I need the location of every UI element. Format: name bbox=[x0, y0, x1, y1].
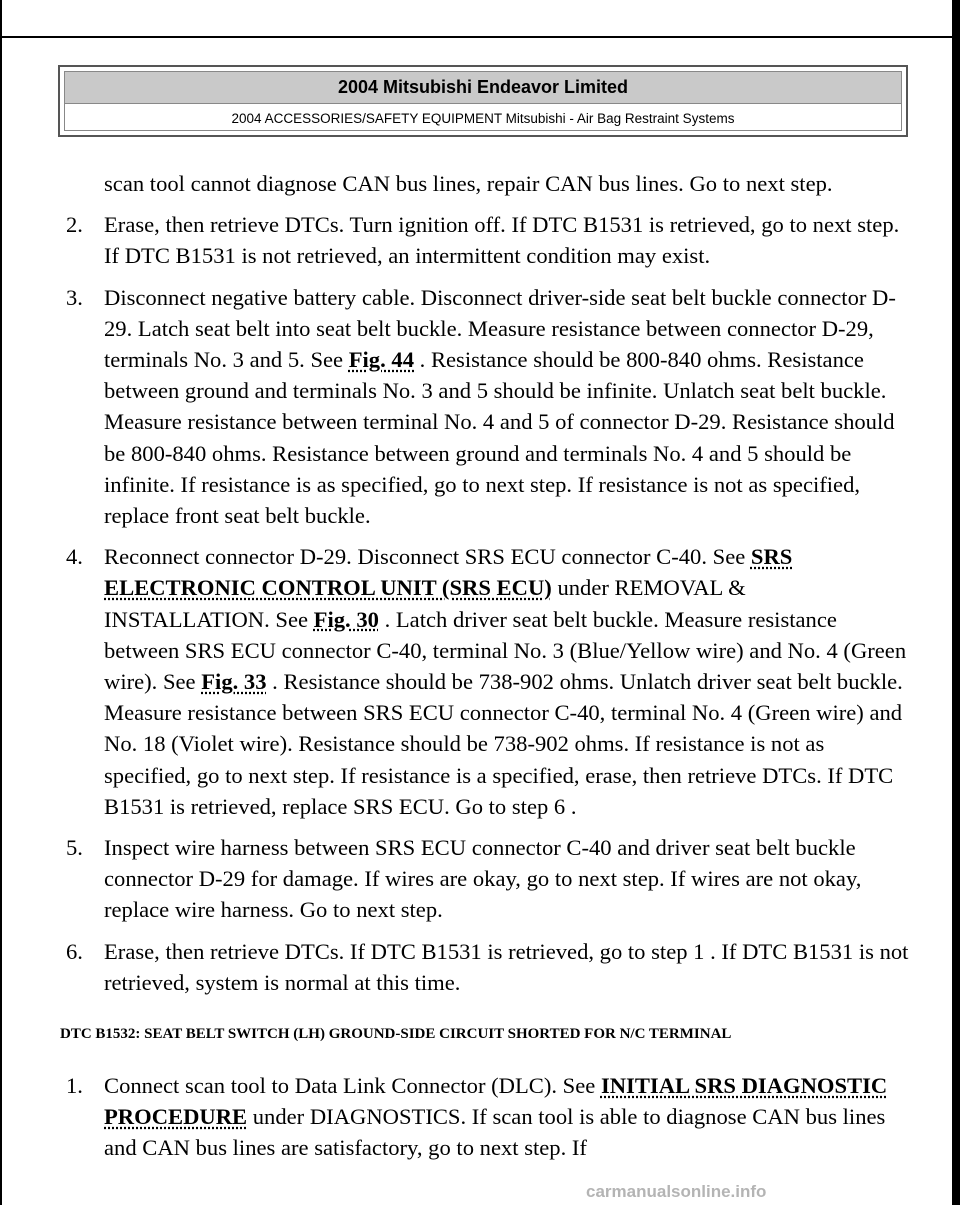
fig-33-link[interactable]: Fig. 33 bbox=[201, 669, 267, 695]
step-text: . Resistance should be 738-902 ohms. Unlatch driver seat belt buckle. Measure resistance between SRS ECU connector C-40, terminal No. 4 (Green wire) and No. 18 (Violet wire). Resistance should be 738-902 ohms. If resistance is not as specified, go to next step. If resistance is a specified, erase, then retrieve DTCs. If DTC B1531 is retrieved, replace SRS ECU. Go to step 6 . bbox=[104, 669, 903, 819]
step-text: Erase, then retrieve DTCs. If DTC B1531 is retrieved, go to step 1 . If DTC B1531 is not retrieved, system is normal at this time. bbox=[104, 938, 909, 995]
procedure-step bbox=[60, 936, 910, 998]
step-number: 3. bbox=[66, 284, 83, 310]
section-subtitle: 2004 ACCESSORIES/SAFETY EQUIPMENT Mitsubishi - Air Bag Restraint Systems bbox=[231, 111, 735, 126]
procedure-step bbox=[60, 282, 910, 532]
initial-srs-diagnostic-link[interactable]: INITIAL SRS DIAGNOSTIC PROCEDURE bbox=[104, 1073, 888, 1130]
page-left-border bbox=[0, 0, 2, 1205]
step-number: 6. bbox=[66, 938, 83, 964]
srs-ecu-link[interactable]: SRS ELECTRONIC CONTROL UNIT (SRS ECU) bbox=[104, 544, 793, 601]
step-text: . Latch driver seat belt buckle. Measure resistance between SRS ECU connector C-40, terminal No. 3 (Blue/Yellow wire) and No. 4 (Green wire). See bbox=[104, 606, 907, 695]
step-number: 5. bbox=[66, 835, 83, 861]
page-top-margin bbox=[0, 0, 960, 38]
procedure-step bbox=[60, 541, 910, 822]
header-inner-frame bbox=[64, 71, 902, 131]
procedure-step bbox=[60, 1070, 910, 1164]
step-number: 4. bbox=[66, 544, 83, 570]
step-text: Reconnect connector D-29. Disconnect SRS ECU connector C-40. See bbox=[104, 544, 751, 570]
step-number: 2. bbox=[66, 212, 83, 238]
fig-44-link[interactable]: Fig. 44 bbox=[348, 347, 414, 373]
page-right-border bbox=[952, 0, 960, 1205]
procedure-step bbox=[60, 832, 910, 926]
step-number: 1. bbox=[66, 1073, 83, 1099]
step-text: under DIAGNOSTICS. If scan tool is able to diagnose CAN bus lines and CAN bus lines are satisfactory, go to next step. If bbox=[104, 1104, 886, 1161]
procedure-steps-b1532 bbox=[60, 1070, 910, 1164]
dtc-b1532-heading: DTC B1532: SEAT BELT SWITCH (LH) GROUND-SIDE CIRCUIT SHORTED FOR N/C TERMINAL bbox=[60, 1026, 732, 1043]
step-text: Inspect wire harness between SRS ECU connector C-40 and driver seat belt buckle connector D-29 for damage. If wires are okay, go to next step. If wires are not okay, replace wire harness. Go to next step. bbox=[104, 835, 862, 923]
manual-content bbox=[60, 168, 910, 1174]
site-watermark: carmanualsonline.info bbox=[586, 1182, 767, 1201]
step-1-continuation: scan tool cannot diagnose CAN bus lines, repair CAN bus lines. Go to next step. bbox=[104, 171, 833, 196]
vehicle-title: 2004 Mitsubishi Endeavor Limited bbox=[65, 72, 901, 104]
procedure-steps-b1531 bbox=[60, 209, 910, 998]
page-top-border bbox=[0, 36, 960, 38]
step-text: Connect scan tool to Data Link Connector (DLC). See bbox=[104, 1073, 601, 1099]
step-text: . Resistance should be 800-840 ohms. Resistance between ground and terminals No. 3 and 5 should be infinite. Unlatch seat belt buckle. Measure resistance between terminal No. 4 and 5 of connector D-29. Resistance should be 800-840 ohms. Resistance between ground and terminals No. 4 and 5 should be infinite. If resistance is as specified, go to next step. If resistance is not as specified, replace front seat belt buckle. bbox=[104, 347, 895, 529]
step-text: under REMOVAL & INSTALLATION. See bbox=[104, 575, 746, 632]
procedure-step bbox=[60, 209, 910, 271]
document-header bbox=[58, 65, 908, 137]
fig-30-link[interactable]: Fig. 30 bbox=[313, 606, 379, 632]
step-text: Erase, then retrieve DTCs. Turn ignition off. If DTC B1531 is retrieved, go to next step. If DTC B1531 is not retrieved, an intermittent condition may exist. bbox=[104, 212, 900, 269]
step-text: Disconnect negative battery cable. Disconnect driver-side seat belt buckle connector D-29. Latch seat belt into seat belt buckle. Measure resistance between connector D-29, terminals No. 3 and 5. See bbox=[104, 284, 896, 373]
